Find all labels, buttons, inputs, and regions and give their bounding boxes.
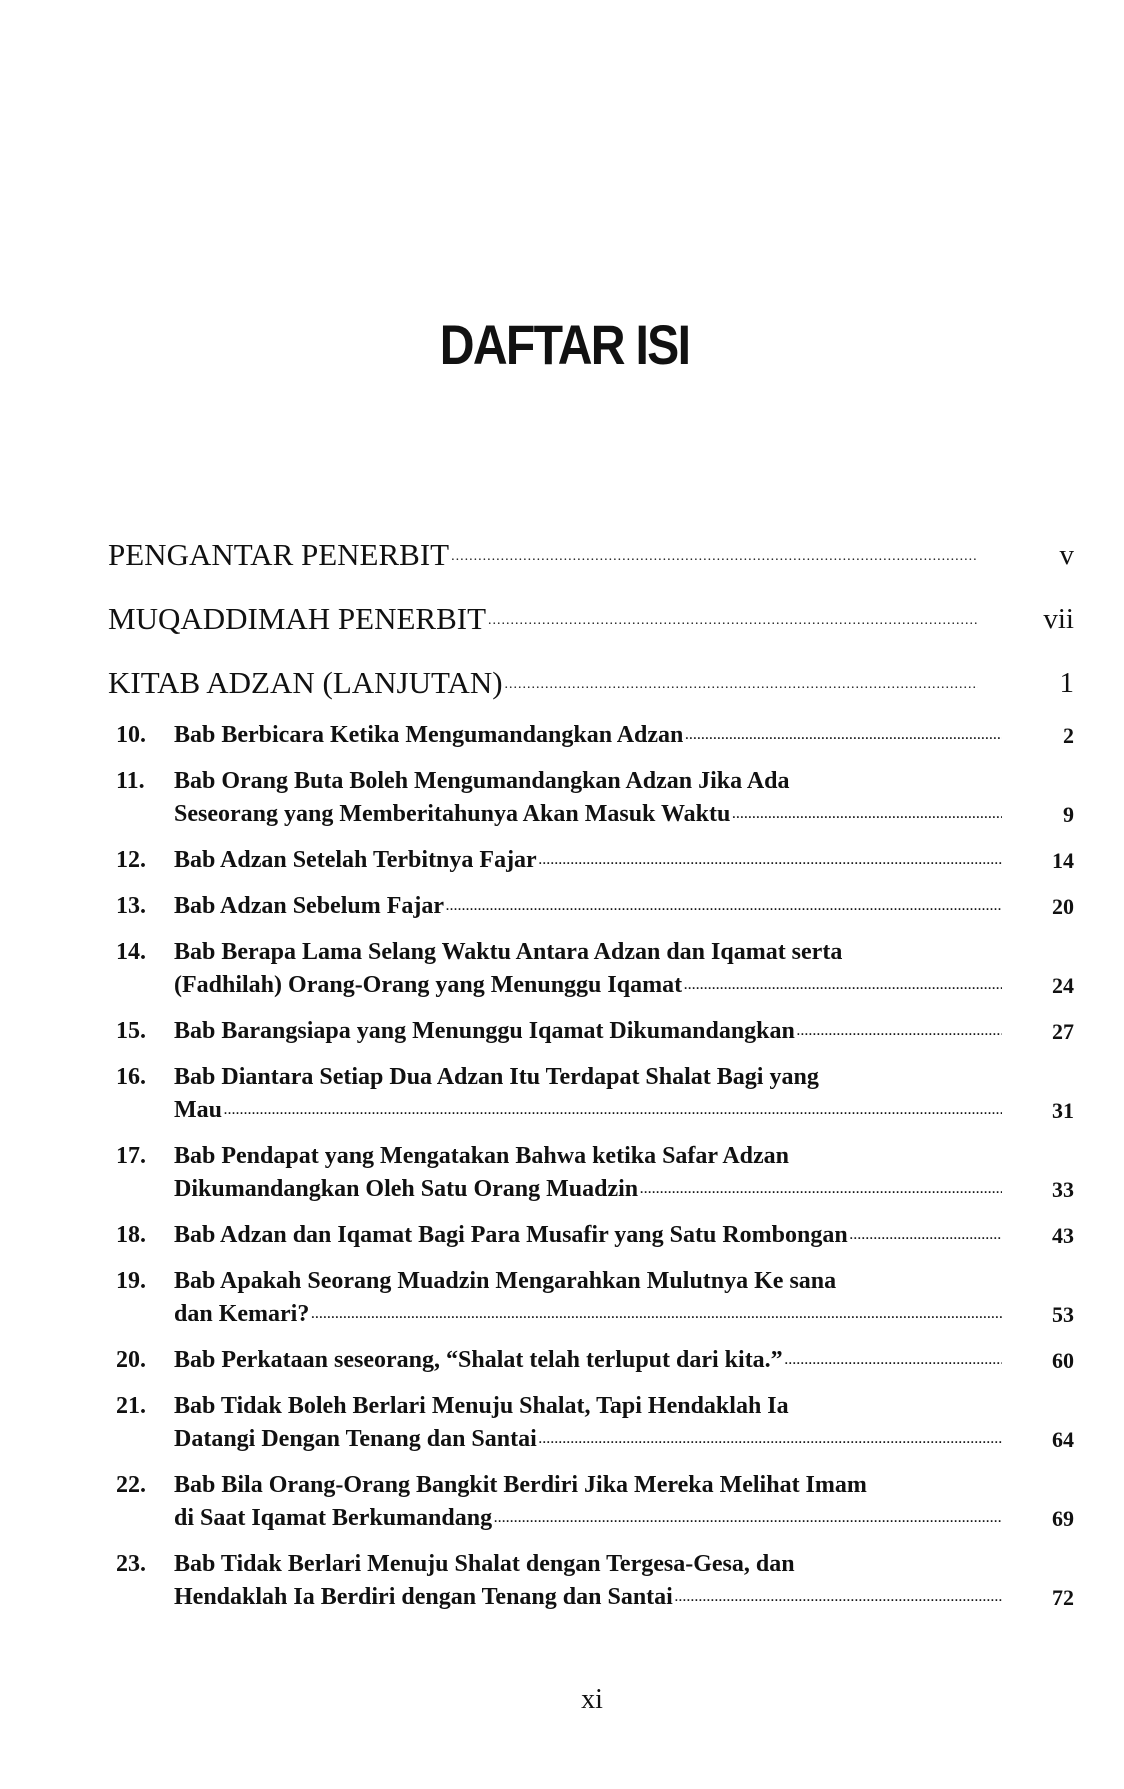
toc-entry-number: 17. — [116, 1143, 146, 1169]
toc-entry-title — [174, 936, 1002, 1002]
toc-entry-number: 10. — [116, 722, 146, 748]
toc-entry-page: 2 — [1063, 723, 1074, 748]
toc-major-entry — [108, 535, 1074, 599]
toc-entry-line: Bab Berbicara Ketika Mengumandangkan Adzan — [174, 722, 684, 748]
toc-entry-title — [174, 1061, 1002, 1127]
toc-entry-title — [174, 765, 1002, 831]
toc-major-entry — [108, 599, 1074, 663]
toc-entry — [108, 1140, 1074, 1206]
toc-entry-line: Bab Tidak Boleh Berlari Menuju Shalat, Tapi Hendaklah Ia — [174, 1393, 789, 1419]
dot-leader — [684, 975, 1002, 995]
toc-entry-line: Datangi Dengan Tenang dan Santai — [174, 1426, 537, 1452]
toc-entry-title — [174, 1140, 1002, 1206]
toc-entry-line: di Saat Iqamat Berkumandang — [174, 1505, 493, 1531]
dot-leader — [446, 896, 1002, 916]
toc-entry-line: Bab Barangsiapa yang Menunggu Iqamat Dikumandangkan — [174, 1018, 795, 1044]
toc-entry-line: Bab Adzan Setelah Terbitnya Fajar — [174, 847, 537, 873]
toc-entry-title — [174, 1344, 1002, 1377]
toc-entry — [108, 765, 1074, 831]
toc-entry-title — [174, 1390, 1002, 1456]
toc-entry-line: Bab Adzan dan Iqamat Bagi Para Musafir yang Satu Rombongan — [174, 1222, 848, 1248]
toc-entry-page: 53 — [1052, 1302, 1074, 1327]
toc-entry-number: 20. — [116, 1347, 146, 1373]
dot-leader — [539, 1429, 1002, 1449]
dot-leader — [640, 1179, 1002, 1199]
toc-entry-page: 9 — [1063, 802, 1074, 827]
toc-entry-number: 13. — [116, 893, 146, 919]
dot-leader — [494, 1508, 1002, 1528]
toc-major-label: KITAB ADZAN (LANJUTAN) — [108, 665, 503, 700]
toc-entry-number: 12. — [116, 847, 146, 873]
dot-leader — [732, 804, 1002, 824]
page-number: xi — [581, 1684, 603, 1715]
toc-entry-line: Bab Apakah Seorang Muadzin Mengarahkan Mulutnya Ke sana — [174, 1268, 837, 1294]
dot-leader — [785, 1350, 1002, 1370]
dot-leader — [488, 611, 978, 631]
toc-entry — [108, 1344, 1074, 1377]
toc-entry-page: 24 — [1052, 973, 1074, 998]
table-of-contents — [108, 535, 1074, 1627]
toc-entry-title — [174, 844, 1002, 877]
toc-entry-title — [174, 1469, 1002, 1535]
toc-entry-line: Dikumandangkan Oleh Satu Orang Muadzin — [174, 1176, 639, 1202]
toc-major-label: MUQADDIMAH PENERBIT — [108, 601, 487, 636]
toc-entry-line: Bab Tidak Berlari Menuju Shalat dengan Tergesa-Gesa, dan — [174, 1551, 795, 1577]
toc-entry-title — [174, 1265, 1002, 1331]
toc-entry-number: 15. — [116, 1018, 146, 1044]
toc-entry — [108, 1219, 1074, 1252]
toc-entry-page: 60 — [1052, 1348, 1074, 1373]
toc-entry — [108, 1469, 1074, 1535]
toc-entry-number: 16. — [116, 1064, 146, 1090]
toc-entry-line: Bab Perkataan seseorang, “Shalat telah terluput dari kita.” — [174, 1347, 783, 1373]
toc-entry-line: Bab Diantara Setiap Dua Adzan Itu Terdapat Shalat Bagi yang — [174, 1064, 819, 1090]
toc-entry — [108, 1390, 1074, 1456]
toc-entry — [108, 890, 1074, 923]
toc-entry-number: 18. — [116, 1222, 146, 1248]
toc-entry-line: Bab Bila Orang-Orang Bangkit Berdiri Jika Mereka Melihat Imam — [174, 1472, 867, 1498]
toc-entry — [108, 936, 1074, 1002]
toc-entry-line: Hendaklah Ia Berdiri dengan Tenang dan Santai — [174, 1584, 673, 1610]
dot-leader — [505, 675, 978, 695]
dot-leader — [539, 850, 1002, 870]
toc-entry-title — [174, 719, 1002, 752]
toc-entry-page: 64 — [1052, 1427, 1074, 1452]
toc-entry-number: 22. — [116, 1472, 146, 1498]
toc-entry-line: Mau — [174, 1097, 222, 1123]
toc-entry-title — [174, 890, 1002, 923]
toc-entry-page: 14 — [1052, 848, 1074, 873]
page-title: DAFTAR ISI — [439, 313, 690, 376]
toc-entry-number: 23. — [116, 1551, 146, 1577]
toc-entry-page: 27 — [1052, 1019, 1074, 1044]
toc-entry-line: Bab Adzan Sebelum Fajar — [174, 893, 445, 919]
toc-entry-title — [174, 1219, 1002, 1252]
toc-entry-page: 33 — [1052, 1177, 1074, 1202]
toc-entry-page: 72 — [1052, 1585, 1074, 1610]
toc-entry-number: 14. — [116, 939, 146, 965]
toc-entry — [108, 844, 1074, 877]
dot-leader — [675, 1587, 1002, 1607]
dot-leader — [685, 725, 1002, 745]
toc-entry-line: Seseorang yang Memberitahunya Akan Masuk Waktu — [174, 801, 731, 827]
dot-leader — [850, 1225, 1002, 1245]
toc-entry — [108, 719, 1074, 752]
dot-leader — [797, 1021, 1002, 1041]
toc-entry-number: 11. — [116, 768, 145, 794]
toc-entry-line: Bab Pendapat yang Mengatakan Bahwa ketika Safar Adzan — [174, 1143, 789, 1169]
toc-major-page: v — [1059, 539, 1074, 571]
toc-entry-number: 21. — [116, 1393, 146, 1419]
toc-major-entry — [108, 663, 1074, 719]
toc-entry-line: Bab Berapa Lama Selang Waktu Antara Adzan dan Iqamat serta — [174, 939, 843, 965]
toc-entry — [108, 1015, 1074, 1048]
toc-entry-list — [108, 719, 1074, 1614]
toc-entry — [108, 1265, 1074, 1331]
toc-entry-page: 43 — [1052, 1223, 1074, 1248]
toc-entry-title — [174, 1015, 1002, 1048]
toc-entry-page: 69 — [1052, 1506, 1074, 1531]
toc-entry-line: Bab Orang Buta Boleh Mengumandangkan Adzan Jika Ada — [174, 768, 790, 794]
toc-entry-line: dan Kemari? — [174, 1301, 310, 1327]
toc-major-page: vii — [1043, 603, 1074, 635]
dot-leader — [451, 547, 978, 567]
toc-entry-page: 20 — [1052, 894, 1074, 919]
toc-entry-number: 19. — [116, 1268, 146, 1294]
dot-leader — [224, 1100, 1002, 1120]
toc-entry — [108, 1548, 1074, 1614]
toc-entry-page: 31 — [1052, 1098, 1074, 1123]
toc-major-label: PENGANTAR PENERBIT — [108, 537, 450, 572]
toc-major-page: 1 — [1059, 667, 1074, 699]
toc-entry-line: (Fadhilah) Orang-Orang yang Menunggu Iqamat — [174, 972, 683, 998]
dot-leader — [311, 1304, 1002, 1324]
toc-entry — [108, 1061, 1074, 1127]
toc-entry-title — [174, 1548, 1002, 1614]
